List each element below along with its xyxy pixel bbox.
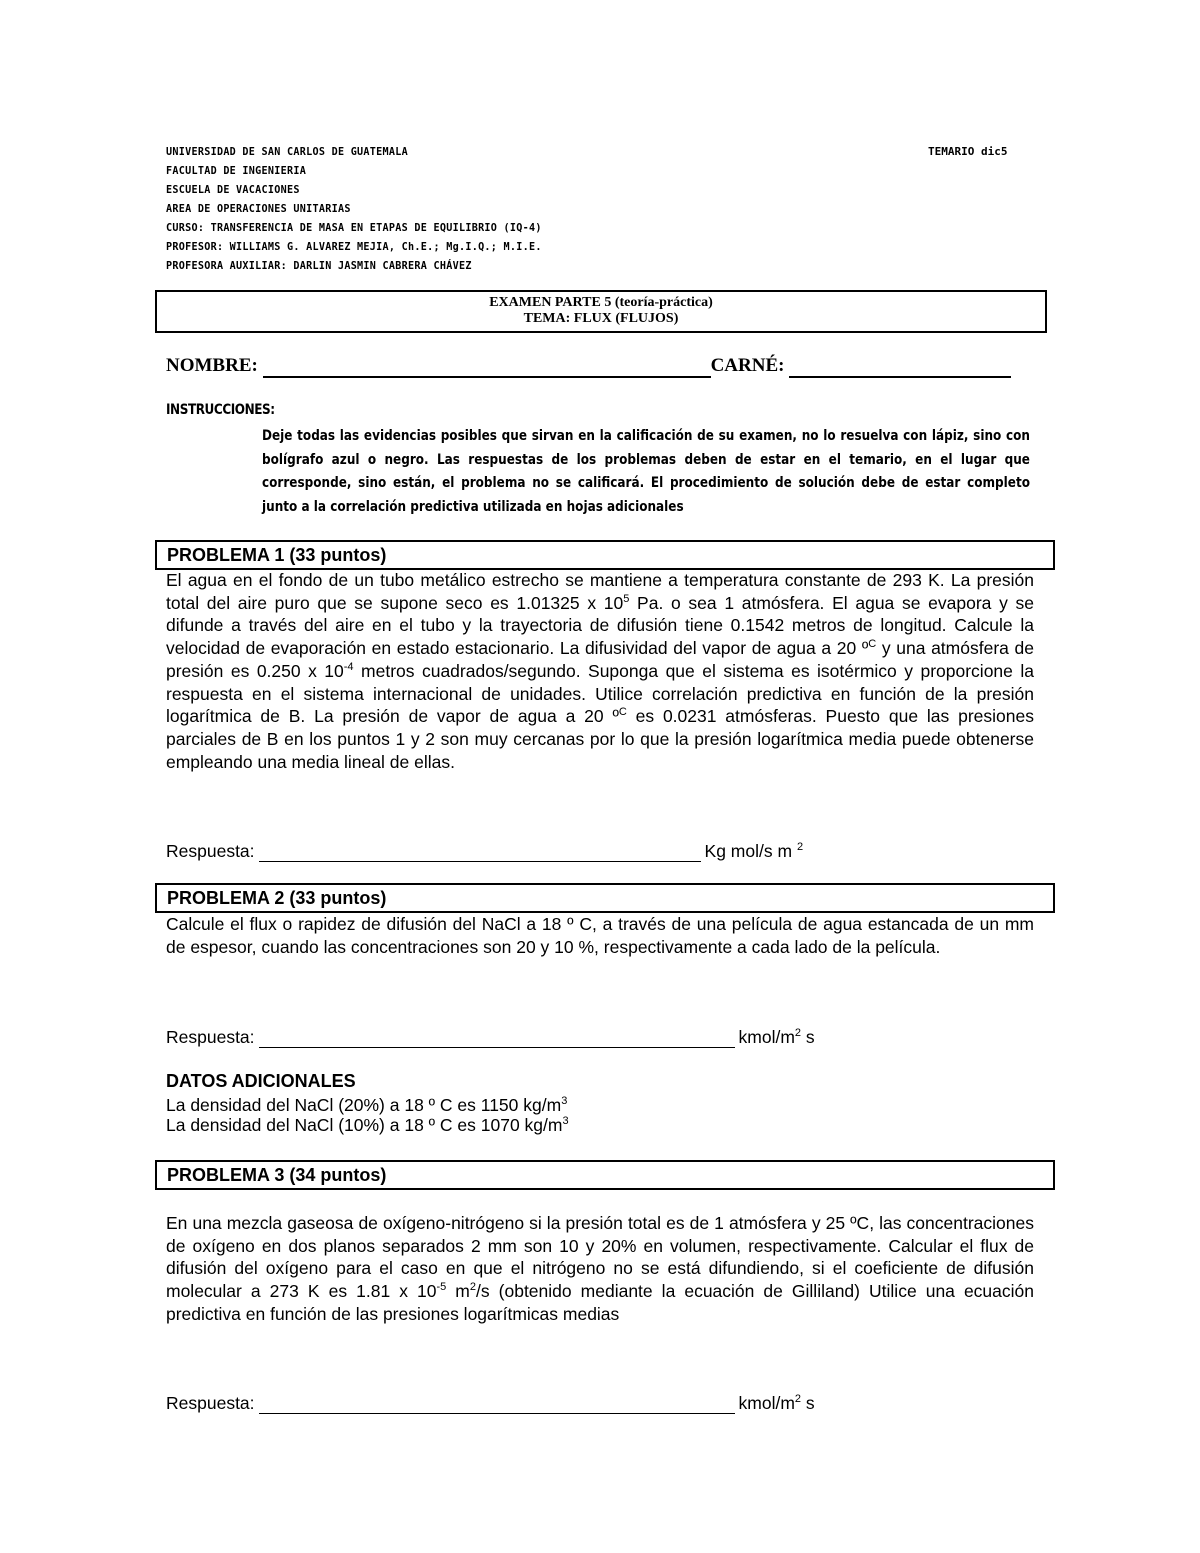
problem-3-title: PROBLEMA 3 (34 puntos) bbox=[167, 1165, 387, 1185]
institution-header bbox=[166, 142, 948, 275]
header-assistant: PROFESORA AUXILIAR: DARLIN JASMIN CABRERA CHÁVEZ bbox=[166, 259, 472, 272]
exam-title: EXAMEN PARTE 5 (teoría-práctica) bbox=[489, 295, 713, 310]
problem-2-text: Calcule el flux o rapidez de difusión del NaCl a 18 º C, a través de una película de agua estancada de un mm de espesor, cuando las concentraciones son 20 y 10 %, respectivamente a cada lado de la película. bbox=[166, 914, 1034, 957]
problem-3-text: En una mezcla gaseosa de oxígeno-nitrógeno si la presión total es de 1 atmósfera y 25 ºC, las concentraciones de oxígeno en dos planos separados 2 mm son 10 y 20% en volumen, respectivamente. Calcular el flux de difusión del oxígeno para el caso en que el nitrógeno no se está difundiendo, si el coeficiente de difusión molecular a 273 K es 1.81 x $10^{-5}$ $m^2/s$ (obtenido mediante la ecuación de Gilliland) Utilice una ecuación predictiva en función de las presiones logarítmicas medias bbox=[166, 1213, 1034, 1324]
header-faculty: FACULTAD DE INGENIERIA bbox=[166, 164, 307, 177]
temario-label: TEMARIO dic5 bbox=[928, 145, 1008, 158]
problem-2-header bbox=[155, 883, 1055, 913]
nombre-field[interactable] bbox=[263, 356, 711, 378]
problem-3-header bbox=[155, 1160, 1055, 1190]
problem-2-answer-field[interactable] bbox=[259, 1029, 735, 1048]
datos-line-1: La densidad del NaCl (20%) a 18 º C es 1150 $kg/m^3$ bbox=[166, 1095, 568, 1115]
header-university: UNIVERSIDAD DE SAN CARLOS DE GUATEMALA bbox=[166, 145, 409, 158]
answer-unit: kmol/m bbox=[738, 1027, 795, 1047]
problem-1-header bbox=[155, 540, 1055, 570]
answer-label: Respuesta: bbox=[166, 1027, 255, 1047]
problem-3-answer: Respuesta: kmol/$m^2$ s bbox=[166, 1393, 815, 1413]
header-professor: PROFESOR: WILLIAMS G. ALVAREZ MEJIA, Ch.E.; Mg.I.Q.; M.I.E. bbox=[166, 240, 542, 253]
problem-1-answer-field[interactable] bbox=[259, 843, 701, 862]
student-info-row bbox=[166, 354, 1026, 378]
answer-label: Respuesta: bbox=[166, 1393, 255, 1413]
instructions-text: Deje todas las evidencias posibles que sirvan en la calificación de su examen, no lo resuelva con lápiz, sino con bolígrafo azul o negro. Las respuestas de los problemas deben de estar en el temario, en el lugar que corresponde, sino están, el problema no se calificará. El procedimiento de solución debe de estar completo junto a la correlación predictiva utilizada en hojas adicionales bbox=[262, 428, 1030, 515]
datos-line-2: La densidad del NaCl (10%) a 18 º C es 1070 $kg/m^3$ bbox=[166, 1115, 569, 1135]
problem-2-title: PROBLEMA 2 (33 puntos) bbox=[167, 888, 387, 908]
problem-1-title: PROBLEMA 1 (33 puntos) bbox=[167, 545, 387, 565]
instructions-label: INSTRUCCIONES: bbox=[166, 402, 275, 418]
datos-adicionales-title: DATOS ADICIONALES bbox=[166, 1071, 356, 1091]
problem-1-answer: Respuesta: Kg mol/s m $^2$ bbox=[166, 841, 804, 861]
answer-unit: Kg mol/s m bbox=[704, 841, 793, 861]
answer-label: Respuesta: bbox=[166, 841, 255, 861]
nombre-label: NOMBRE: bbox=[166, 355, 258, 376]
problem-3-answer-field[interactable] bbox=[259, 1395, 735, 1414]
problem-1-text: El agua en el fondo de un tubo metálico estrecho se mantiene a temperatura constante de 293 K. La presión total del aire puro que se supone seco es 1.01325 x $10^5$ Pa. o sea 1 atmósfera. El agua se evapora y se difunde a través del aire en el tubo y la trayectoria de difusión tiene 0.1542 metros de longitud. Calcule la velocidad de evaporación en estado estacionario. La difusividad del vapor de agua a 20 º$^C$ y una atmósfera de presión es 0.250 x $10^{-4}$ metros cuadrados/segundo. Suponga que el sistema es isotérmico y proporcione la respuesta en el sistema internacional de unidades. Utilice correlación predictiva en función de la presión logarítmica de B. La presión de vapor de agua a 20 º$^C$ es 0.0231 atmósferas. Puesto que las presiones parciales de B en los puntos 1 y 2 son muy cercanas por lo que la presión logarítmica media puede obtenerse empleando una media lineal de ellas. bbox=[166, 570, 1034, 772]
header-course: CURSO: TRANSFERENCIA DE MASA EN ETAPAS DE EQUILIBRIO (IQ-4) bbox=[166, 221, 542, 234]
exam-topic: TEMA: FLUX (FLUJOS) bbox=[523, 311, 679, 326]
header-school: ESCUELA DE VACACIONES bbox=[166, 183, 300, 196]
carne-field[interactable] bbox=[789, 356, 1011, 378]
header-area: AREA DE OPERACIONES UNITARIAS bbox=[166, 202, 351, 215]
exam-title-box bbox=[155, 290, 1047, 333]
answer-unit: kmol/m bbox=[738, 1393, 795, 1413]
carne-label: CARNÉ: bbox=[710, 355, 785, 376]
problem-2-answer: Respuesta: kmol/$m^2$ s bbox=[166, 1027, 815, 1047]
